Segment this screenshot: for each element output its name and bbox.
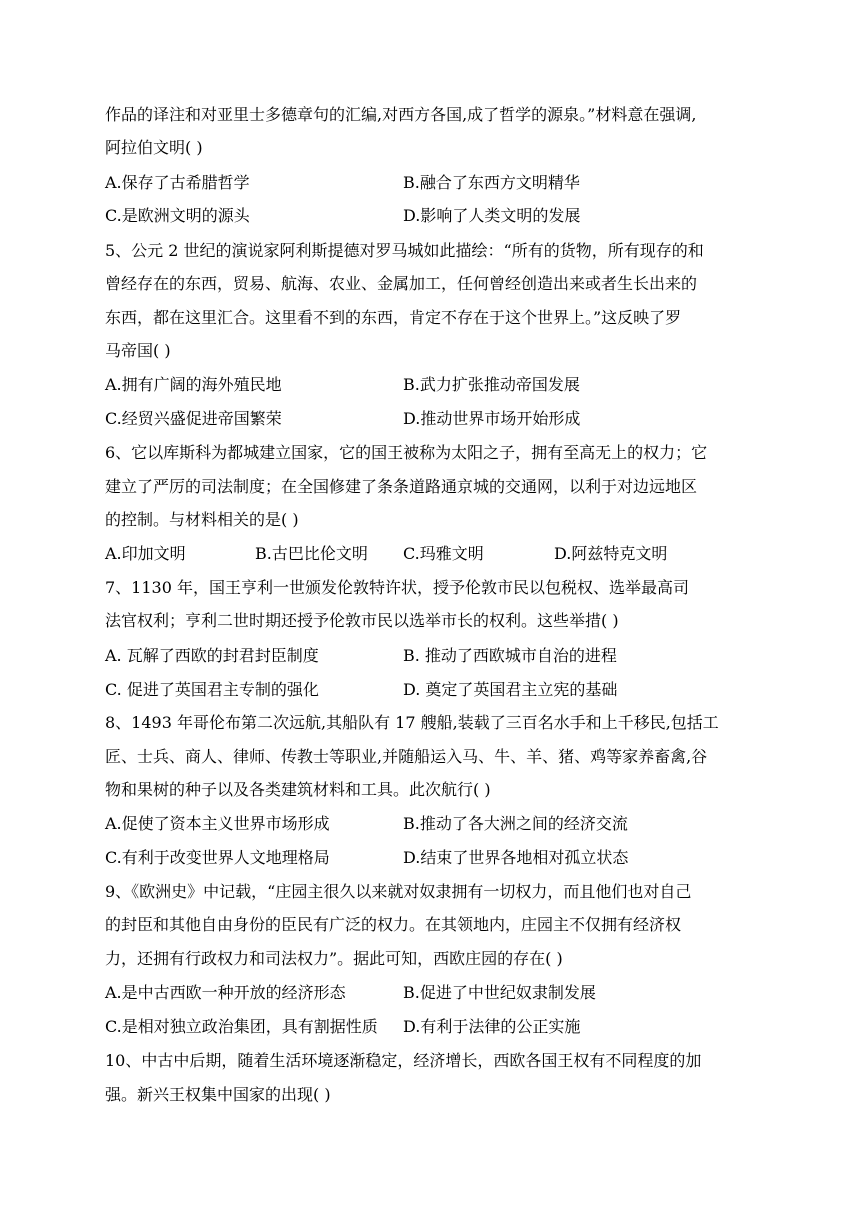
question-6-text-line-1: 6、它以库斯科为都城建立国家，它的国王被称为太阳之子，拥有至高无上的权力；它: [105, 443, 708, 462]
question-7-text-line-2: 法官权利；亨利二世时期还授予伦敦市民以选举市长的权利。这些举措( ): [105, 611, 619, 630]
question-4-option-a: A.保存了古希腊哲学: [105, 173, 250, 192]
question-8-text-line-3: 物和果树的种子以及各类建筑材料和工具。此次航行( ): [105, 780, 491, 799]
question-8-option-c: C.有利于改变世界人文地理格局: [105, 848, 330, 867]
question-6-option-b: B.古巴比伦文明: [255, 544, 368, 563]
question-10-text-line-2: 强。新兴王权集中国家的出现( ): [105, 1085, 331, 1104]
question-5-option-a: A.拥有广阔的海外殖民地: [105, 375, 282, 394]
question-5-option-d: D.推动世界市场开始形成: [403, 409, 581, 428]
question-8-text-line-2: 匠、士兵、商人、律师、传教士等职业,并随船运入马、牛、羊、猪、鸡等家养畜禽,谷: [105, 747, 708, 766]
question-4-text-line-2: 阿拉伯文明( ): [105, 138, 203, 157]
question-9-option-a: A.是中古西欧一种开放的经济形态: [105, 983, 346, 1002]
question-8-option-d: D.结束了世界各地相对孤立状态: [403, 848, 629, 867]
question-8-option-a: A.促使了资本主义世界市场形成: [105, 814, 330, 833]
question-7-option-c: C. 促进了英国君主专制的强化: [105, 680, 319, 699]
question-9-text-line-2: 的封臣和其他自由身份的臣民有广泛的权力。在其领地内，庄园主不仅拥有经济权: [105, 915, 682, 934]
question-4-text-line-1: 作品的译注和对亚里士多德章句的汇编,对西方各国,成了哲学的源泉。”材料意在强调,: [105, 105, 697, 124]
question-6-option-a: A.印加文明: [105, 544, 186, 563]
question-6-option-c: C.玛雅文明: [403, 544, 484, 563]
question-7-option-b: B. 推动了西欧城市自治的进程: [403, 646, 617, 665]
question-4-option-b: B.融合了东西方文明精华: [403, 173, 580, 192]
question-5-text-line-1: 5、公元 2 世纪的演说家阿利斯提德对罗马城如此描绘：“所有的货物，所有现存的和: [105, 241, 704, 260]
question-7-option-a: A. 瓦解了西欧的封君封臣制度: [105, 646, 319, 665]
question-5-text-line-4: 马帝国( ): [105, 341, 171, 360]
question-6-option-d: D.阿兹特克文明: [554, 544, 668, 563]
question-8-option-b: B.推动了各大洲之间的经济交流: [403, 814, 628, 833]
question-5-option-b: B.武力扩张推动帝国发展: [403, 375, 580, 394]
question-7-option-d: D. 奠定了英国君主立宪的基础: [403, 680, 618, 699]
question-9-option-d: D.有利于法律的公正实施: [403, 1017, 581, 1036]
question-5-text-line-3: 东西，都在这里汇合。这里看不到的东西，肯定不存在于这个世界上。”这反映了罗: [105, 308, 682, 327]
question-6-text-line-2: 建立了严厉的司法制度；在全国修建了条条道路通京城的交通网，以利于对边远地区: [105, 477, 698, 496]
question-5-text-line-2: 曾经存在的东西，贸易、航海、农业、金属加工，任何曾经创造出来或者生长出来的: [105, 274, 698, 293]
question-10-text-line-1: 10、中古中后期，随着生活环境逐渐稳定，经济增长，西欧各国王权有不同程度的加: [105, 1051, 702, 1070]
question-9-text-line-1: 9、《欧洲史》中记载，“庄园主很久以来就对奴隶拥有一切权力，而且他们也对自己: [105, 882, 692, 901]
question-6-text-line-3: 的控制。与材料相关的是( ): [105, 510, 299, 529]
question-4-option-d: D.影响了人类文明的发展: [403, 206, 581, 225]
question-8-text-line-1: 8、1493 年哥伦布第二次远航,其船队有 17 艘船,装载了三百名水手和上千移民,包括工: [105, 713, 719, 732]
question-5-option-c: C.经贸兴盛促进帝国繁荣: [105, 409, 282, 428]
question-7-text-line-1: 7、1130 年，国王亨利一世颁发伦敦特许状，授予伦敦市民以包税权、选举最高司: [105, 578, 689, 597]
question-9-option-c: C.是相对独立政治集团，具有割据性质: [105, 1017, 378, 1036]
question-9-text-line-3: 力，还拥有行政权力和司法权力”。据此可知，西欧庄园的存在( ): [105, 949, 563, 968]
question-4-option-c: C.是欧洲文明的源头: [105, 206, 250, 225]
question-9-option-b: B.促进了中世纪奴隶制发展: [403, 983, 596, 1002]
